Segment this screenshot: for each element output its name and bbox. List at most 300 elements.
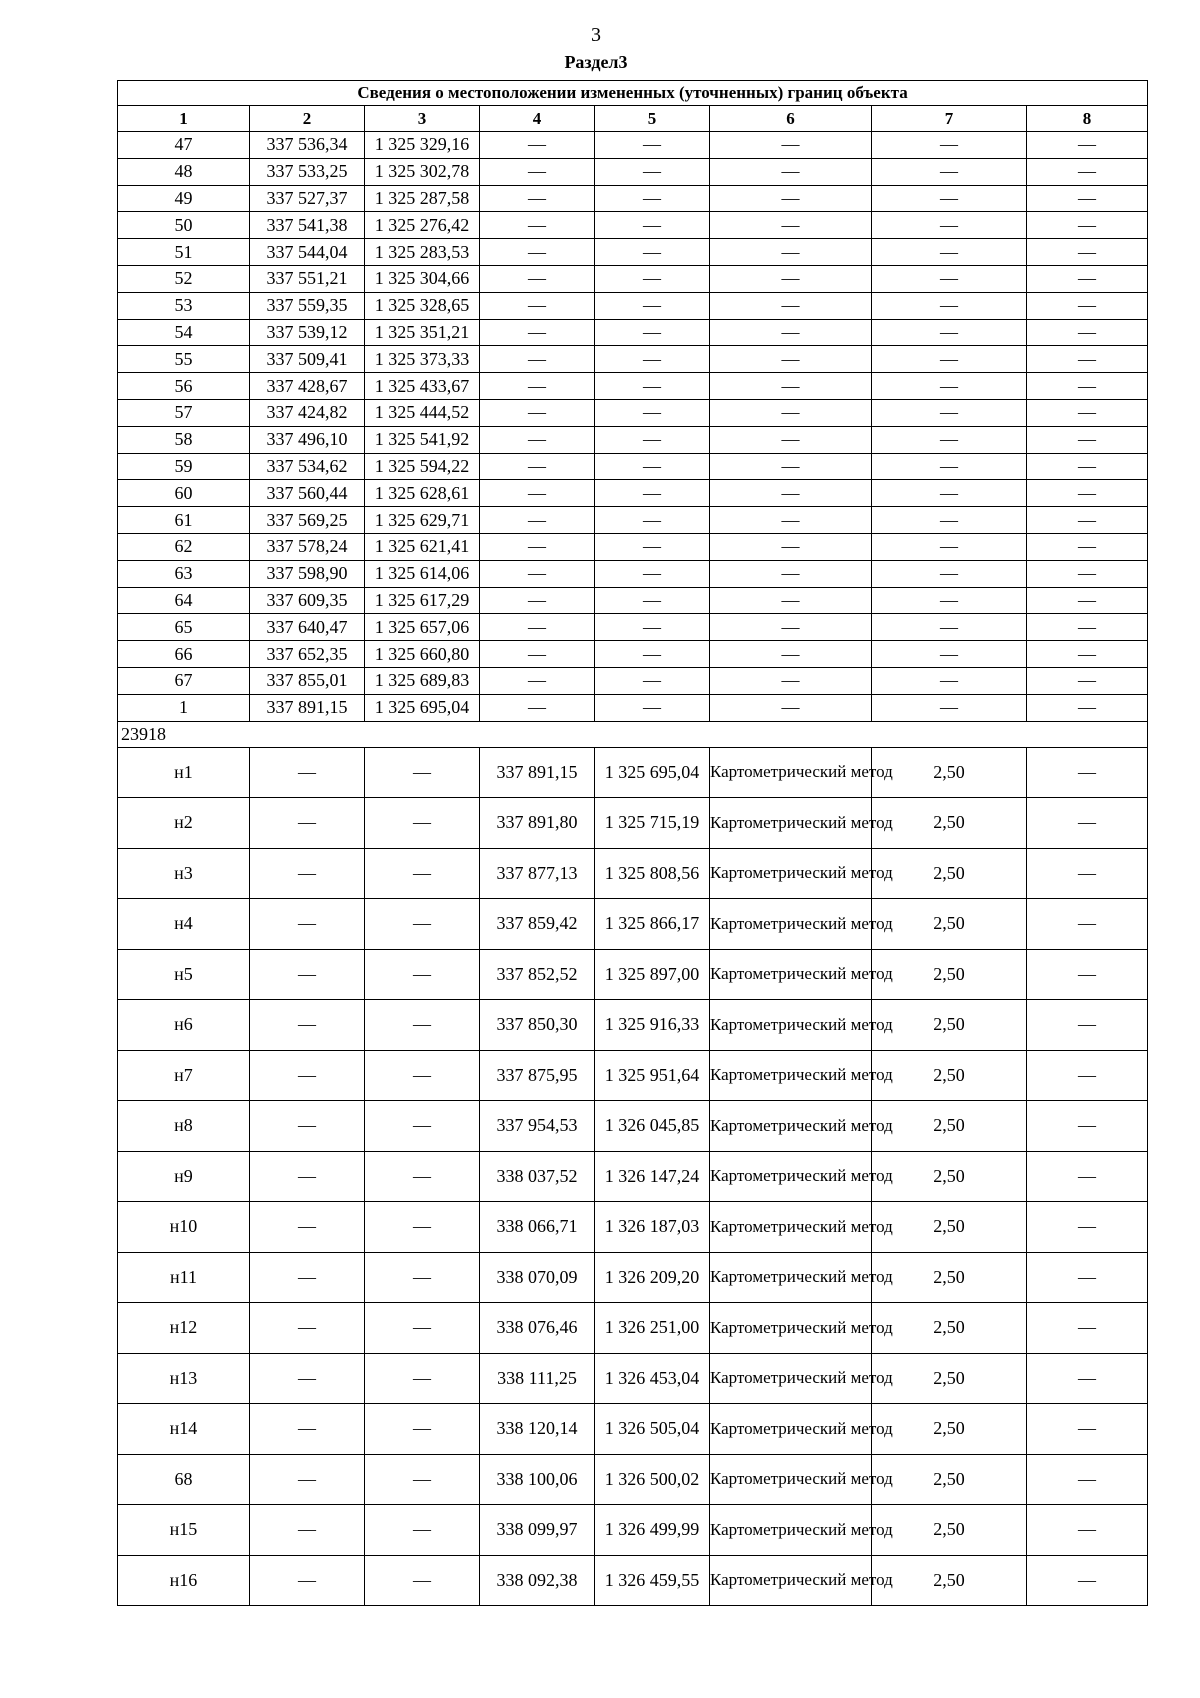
table-cell: —: [365, 798, 480, 849]
group-row: [118, 721, 1148, 747]
table-cell: 338 100,06: [480, 1454, 595, 1505]
table-cell: Картометрический метод: [710, 1404, 872, 1455]
table-cell: 2,50: [872, 747, 1027, 798]
table-cell: н15: [118, 1505, 250, 1556]
table-cell: Картометрический метод: [710, 1353, 872, 1404]
table-cell: —: [480, 426, 595, 453]
table-cell: 1 325 302,78: [365, 158, 480, 185]
table-cell: 54: [118, 319, 250, 346]
table-cell: н1: [118, 747, 250, 798]
table-cell: 52: [118, 265, 250, 292]
table-cell: —: [365, 1252, 480, 1303]
table-cell: 1 325 629,71: [365, 507, 480, 534]
table-row: [118, 1151, 1148, 1202]
table-cell: 2,50: [872, 1303, 1027, 1354]
table-cell: —: [872, 480, 1027, 507]
table-cell: —: [365, 1505, 480, 1556]
table-cell: —: [710, 265, 872, 292]
table-cell: 337 559,35: [250, 292, 365, 319]
table-cell: н7: [118, 1050, 250, 1101]
table-cell: —: [480, 319, 595, 346]
table-cell: —: [365, 1303, 480, 1354]
table-cell: —: [1027, 798, 1148, 849]
table-cell: н2: [118, 798, 250, 849]
table-cell: 1 325 695,04: [365, 694, 480, 721]
table-cell: —: [365, 899, 480, 950]
table-cell: 1 325 287,58: [365, 185, 480, 212]
table-cell: 338 076,46: [480, 1303, 595, 1354]
table-row: [118, 560, 1148, 587]
table-cell: —: [1027, 747, 1148, 798]
table-row: [118, 265, 1148, 292]
table-cell: —: [250, 1505, 365, 1556]
table-cell: —: [480, 346, 595, 373]
table-cell: —: [710, 480, 872, 507]
table-cell: 337 640,47: [250, 614, 365, 641]
table-cell: —: [1027, 480, 1148, 507]
table-cell: —: [250, 1101, 365, 1152]
table-cell: 50: [118, 212, 250, 239]
table-cell: —: [595, 480, 710, 507]
table-cell: —: [1027, 158, 1148, 185]
table-row: [118, 798, 1148, 849]
table-cell: —: [480, 480, 595, 507]
table-cell: —: [872, 292, 1027, 319]
table-title: Сведения о местоположении измененных (уточненных) границ объекта: [118, 81, 1148, 106]
table-cell: 337 578,24: [250, 533, 365, 560]
table-row: [118, 1202, 1148, 1253]
table-cell: 338 092,38: [480, 1555, 595, 1606]
table-cell: —: [872, 507, 1027, 534]
table-cell: н13: [118, 1353, 250, 1404]
table-cell: —: [365, 1151, 480, 1202]
table-cell: —: [1027, 426, 1148, 453]
table-cell: —: [365, 949, 480, 1000]
table-cell: 337 891,15: [250, 694, 365, 721]
table-row: [118, 346, 1148, 373]
table-row: [118, 641, 1148, 668]
table-cell: —: [250, 1404, 365, 1455]
table-row: [118, 614, 1148, 641]
table-cell: 1 325 715,19: [595, 798, 710, 849]
column-header: 3: [365, 106, 480, 132]
table-cell: —: [250, 798, 365, 849]
table-cell: 1 326 147,24: [595, 1151, 710, 1202]
table-cell: 63: [118, 560, 250, 587]
table-cell: —: [250, 1000, 365, 1051]
table-cell: —: [1027, 848, 1148, 899]
table-cell: —: [595, 185, 710, 212]
table-cell: 1 325 433,67: [365, 373, 480, 400]
table-cell: —: [1027, 399, 1148, 426]
table-cell: н12: [118, 1303, 250, 1354]
table-cell: —: [480, 132, 595, 159]
table-cell: —: [480, 667, 595, 694]
table-row: [118, 1252, 1148, 1303]
table-cell: 2,50: [872, 1555, 1027, 1606]
table-cell: —: [595, 641, 710, 668]
table-cell: 1 326 209,20: [595, 1252, 710, 1303]
table-cell: —: [595, 239, 710, 266]
table-cell: 338 070,09: [480, 1252, 595, 1303]
column-header: 8: [1027, 106, 1148, 132]
table-cell: —: [872, 453, 1027, 480]
table-cell: —: [480, 185, 595, 212]
table-cell: 1 325 689,83: [365, 667, 480, 694]
table-cell: —: [595, 132, 710, 159]
table-cell: н14: [118, 1404, 250, 1455]
table-cell: Картометрический метод: [710, 1505, 872, 1556]
table-cell: —: [1027, 1000, 1148, 1051]
section-title: Раздел3: [564, 52, 628, 72]
table-cell: 1 325 916,33: [595, 1000, 710, 1051]
table-cell: —: [1027, 1050, 1148, 1101]
table-cell: н11: [118, 1252, 250, 1303]
table-cell: 47: [118, 132, 250, 159]
table-cell: —: [1027, 292, 1148, 319]
column-header: 1: [118, 106, 250, 132]
table-cell: —: [710, 507, 872, 534]
table-cell: —: [250, 747, 365, 798]
table-cell: 1 325 283,53: [365, 239, 480, 266]
table-cell: 1 326 187,03: [595, 1202, 710, 1253]
table-cell: —: [250, 949, 365, 1000]
table-cell: 1 325 866,17: [595, 899, 710, 950]
table-cell: —: [480, 587, 595, 614]
table-cell: 338 120,14: [480, 1404, 595, 1455]
table-row: [118, 212, 1148, 239]
table-cell: Картометрический метод: [710, 1252, 872, 1303]
table-cell: Картометрический метод: [710, 1303, 872, 1354]
table-cell: Картометрический метод: [710, 1101, 872, 1152]
table-cell: —: [710, 319, 872, 346]
table-cell: —: [595, 292, 710, 319]
table-cell: —: [872, 614, 1027, 641]
table-row: [118, 1555, 1148, 1606]
table-cell: 48: [118, 158, 250, 185]
table-cell: —: [710, 185, 872, 212]
table-cell: 1 325 329,16: [365, 132, 480, 159]
table-cell: —: [872, 132, 1027, 159]
table-cell: —: [480, 265, 595, 292]
table-cell: —: [595, 453, 710, 480]
table-cell: 1 325 621,41: [365, 533, 480, 560]
table-cell: 1 325 660,80: [365, 641, 480, 668]
table-cell: —: [480, 399, 595, 426]
table-cell: 337 544,04: [250, 239, 365, 266]
table-cell: 2,50: [872, 1454, 1027, 1505]
table-cell: 1 325 628,61: [365, 480, 480, 507]
table-cell: —: [250, 848, 365, 899]
table-cell: 337 551,21: [250, 265, 365, 292]
table-row: [118, 899, 1148, 950]
table-cell: —: [872, 694, 1027, 721]
table-cell: 337 954,53: [480, 1101, 595, 1152]
table-cell: 337 509,41: [250, 346, 365, 373]
table-cell: 62: [118, 533, 250, 560]
table-cell: 338 037,52: [480, 1151, 595, 1202]
table-cell: —: [1027, 1252, 1148, 1303]
table-cell: 2,50: [872, 899, 1027, 950]
table-cell: 1 326 499,99: [595, 1505, 710, 1556]
table-cell: 337 891,80: [480, 798, 595, 849]
table-cell: 1 325 657,06: [365, 614, 480, 641]
table-row: [118, 480, 1148, 507]
table-cell: —: [1027, 1555, 1148, 1606]
table-cell: —: [872, 560, 1027, 587]
table-cell: н3: [118, 848, 250, 899]
table-cell: 1 325 808,56: [595, 848, 710, 899]
table-cell: 337 652,35: [250, 641, 365, 668]
table-cell: —: [872, 587, 1027, 614]
table-cell: —: [480, 533, 595, 560]
table-cell: 53: [118, 292, 250, 319]
table-cell: —: [480, 373, 595, 400]
table-cell: Картометрический метод: [710, 1151, 872, 1202]
table-cell: 337 541,38: [250, 212, 365, 239]
table-cell: Картометрический метод: [710, 1454, 872, 1505]
table-cell: 1 326 045,85: [595, 1101, 710, 1152]
table-cell: —: [1027, 1404, 1148, 1455]
table-row: [118, 1000, 1148, 1051]
table-cell: 2,50: [872, 1353, 1027, 1404]
table-cell: —: [250, 1202, 365, 1253]
table-cell: 1 325 444,52: [365, 399, 480, 426]
table-cell: —: [872, 426, 1027, 453]
table-cell: Картометрический метод: [710, 798, 872, 849]
table-row: [118, 158, 1148, 185]
table-cell: —: [480, 239, 595, 266]
table-cell: —: [872, 319, 1027, 346]
table-cell: 2,50: [872, 1202, 1027, 1253]
table-cell: —: [480, 641, 595, 668]
table-cell: 2,50: [872, 1101, 1027, 1152]
table-cell: Картометрический метод: [710, 949, 872, 1000]
table-cell: —: [872, 185, 1027, 212]
table-cell: —: [710, 239, 872, 266]
table-row: [118, 132, 1148, 159]
column-header-row: [118, 106, 1148, 132]
table-cell: —: [595, 212, 710, 239]
table-row: [118, 399, 1148, 426]
table-cell: —: [710, 346, 872, 373]
table-cell: —: [872, 667, 1027, 694]
page-number: 3: [591, 24, 601, 46]
table-cell: 337 534,62: [250, 453, 365, 480]
table-cell: —: [1027, 265, 1148, 292]
table-cell: —: [595, 507, 710, 534]
table-row: [118, 426, 1148, 453]
table-cell: —: [365, 1454, 480, 1505]
table-cell: —: [595, 667, 710, 694]
table-cell: —: [710, 158, 872, 185]
table-cell: 55: [118, 346, 250, 373]
table-cell: —: [595, 533, 710, 560]
table-cell: —: [365, 747, 480, 798]
table-cell: —: [365, 1555, 480, 1606]
table-cell: 2,50: [872, 1252, 1027, 1303]
table-cell: 61: [118, 507, 250, 534]
table-cell: 1 325 276,42: [365, 212, 480, 239]
table-row: [118, 667, 1148, 694]
table-cell: 1 325 897,00: [595, 949, 710, 1000]
table-cell: —: [872, 265, 1027, 292]
table-cell: —: [872, 399, 1027, 426]
table-cell: —: [1027, 949, 1148, 1000]
table-cell: —: [710, 667, 872, 694]
table-cell: 338 066,71: [480, 1202, 595, 1253]
table-cell: —: [250, 899, 365, 950]
table-cell: —: [250, 1555, 365, 1606]
table-row: [118, 533, 1148, 560]
table-cell: —: [1027, 667, 1148, 694]
table-cell: —: [710, 132, 872, 159]
table-cell: 337 560,44: [250, 480, 365, 507]
table-cell: —: [1027, 453, 1148, 480]
table-cell: —: [872, 641, 1027, 668]
boundary-table: [117, 80, 1148, 1606]
table-cell: —: [710, 426, 872, 453]
table-cell: 66: [118, 641, 250, 668]
table-cell: —: [710, 373, 872, 400]
table-cell: н8: [118, 1101, 250, 1152]
table-cell: 2,50: [872, 798, 1027, 849]
table-row: [118, 373, 1148, 400]
table-cell: —: [872, 373, 1027, 400]
table-row: [118, 848, 1148, 899]
table-cell: —: [710, 453, 872, 480]
table-cell: 1 325 614,06: [365, 560, 480, 587]
table-cell: —: [480, 560, 595, 587]
table-cell: —: [365, 1404, 480, 1455]
table-cell: н4: [118, 899, 250, 950]
group-label: 23918: [118, 721, 1148, 747]
table-cell: 337 598,90: [250, 560, 365, 587]
table-cell: 1 325 594,22: [365, 453, 480, 480]
table-cell: н5: [118, 949, 250, 1000]
table-cell: Картометрический метод: [710, 1000, 872, 1051]
table-cell: —: [365, 1202, 480, 1253]
table-row: [118, 694, 1148, 721]
table-cell: —: [595, 694, 710, 721]
table-cell: —: [365, 848, 480, 899]
table-row: [118, 453, 1148, 480]
table-cell: —: [480, 212, 595, 239]
table-cell: —: [595, 346, 710, 373]
table-cell: —: [595, 560, 710, 587]
table-cell: —: [1027, 694, 1148, 721]
table-cell: 2,50: [872, 848, 1027, 899]
table-cell: Картометрический метод: [710, 747, 872, 798]
column-header: 6: [710, 106, 872, 132]
table-cell: —: [872, 346, 1027, 373]
table-cell: —: [595, 399, 710, 426]
table-cell: —: [1027, 346, 1148, 373]
table-cell: н10: [118, 1202, 250, 1253]
table-row: [118, 747, 1148, 798]
table-cell: 337 877,13: [480, 848, 595, 899]
table-cell: 337 609,35: [250, 587, 365, 614]
table-cell: —: [365, 1353, 480, 1404]
table-row: [118, 1505, 1148, 1556]
table-cell: 68: [118, 1454, 250, 1505]
table-cell: 337 852,52: [480, 949, 595, 1000]
column-header: 4: [480, 106, 595, 132]
table-cell: 59: [118, 453, 250, 480]
table-cell: —: [1027, 373, 1148, 400]
table-row: [118, 1050, 1148, 1101]
table-cell: —: [1027, 507, 1148, 534]
table-cell: —: [1027, 587, 1148, 614]
table-cell: —: [1027, 132, 1148, 159]
table-cell: Картометрический метод: [710, 1202, 872, 1253]
table-cell: 337 891,15: [480, 747, 595, 798]
table-cell: 2,50: [872, 1404, 1027, 1455]
table-cell: 65: [118, 614, 250, 641]
table-cell: —: [250, 1353, 365, 1404]
table-cell: —: [1027, 1101, 1148, 1152]
table-cell: 1 326 459,55: [595, 1555, 710, 1606]
table-cell: 337 536,34: [250, 132, 365, 159]
table-cell: 338 111,25: [480, 1353, 595, 1404]
table-cell: 1 325 373,33: [365, 346, 480, 373]
table-row: [118, 185, 1148, 212]
table-cell: 2,50: [872, 1505, 1027, 1556]
table-cell: 60: [118, 480, 250, 507]
table-cell: —: [250, 1050, 365, 1101]
table-cell: 337 875,95: [480, 1050, 595, 1101]
table-cell: 337 850,30: [480, 1000, 595, 1051]
table-cell: —: [710, 560, 872, 587]
table-cell: 64: [118, 587, 250, 614]
table-cell: —: [710, 614, 872, 641]
table-cell: —: [250, 1454, 365, 1505]
table-cell: 49: [118, 185, 250, 212]
table-cell: —: [710, 587, 872, 614]
table-cell: —: [710, 292, 872, 319]
table-cell: 2,50: [872, 1000, 1027, 1051]
table-cell: —: [1027, 1202, 1148, 1253]
table-cell: 1 325 351,21: [365, 319, 480, 346]
table-cell: —: [595, 587, 710, 614]
table-cell: —: [872, 158, 1027, 185]
table-cell: 338 099,97: [480, 1505, 595, 1556]
table-cell: 51: [118, 239, 250, 266]
table-cell: Картометрический метод: [710, 899, 872, 950]
table-cell: —: [365, 1101, 480, 1152]
table-cell: н6: [118, 1000, 250, 1051]
table-cell: 57: [118, 399, 250, 426]
table-cell: 337 859,42: [480, 899, 595, 950]
table-cell: —: [1027, 239, 1148, 266]
table-cell: —: [1027, 533, 1148, 560]
table-cell: 1 325 328,65: [365, 292, 480, 319]
table-cell: —: [710, 212, 872, 239]
table-cell: —: [480, 453, 595, 480]
table-cell: 1 325 617,29: [365, 587, 480, 614]
table-cell: —: [1027, 1303, 1148, 1354]
table-row: [118, 239, 1148, 266]
table-cell: 1: [118, 694, 250, 721]
table-cell: —: [710, 399, 872, 426]
table-row: [118, 507, 1148, 534]
table-cell: —: [872, 212, 1027, 239]
table-cell: —: [710, 533, 872, 560]
column-header: 5: [595, 106, 710, 132]
table-cell: 337 533,25: [250, 158, 365, 185]
table-row: [118, 1353, 1148, 1404]
table-cell: —: [872, 533, 1027, 560]
